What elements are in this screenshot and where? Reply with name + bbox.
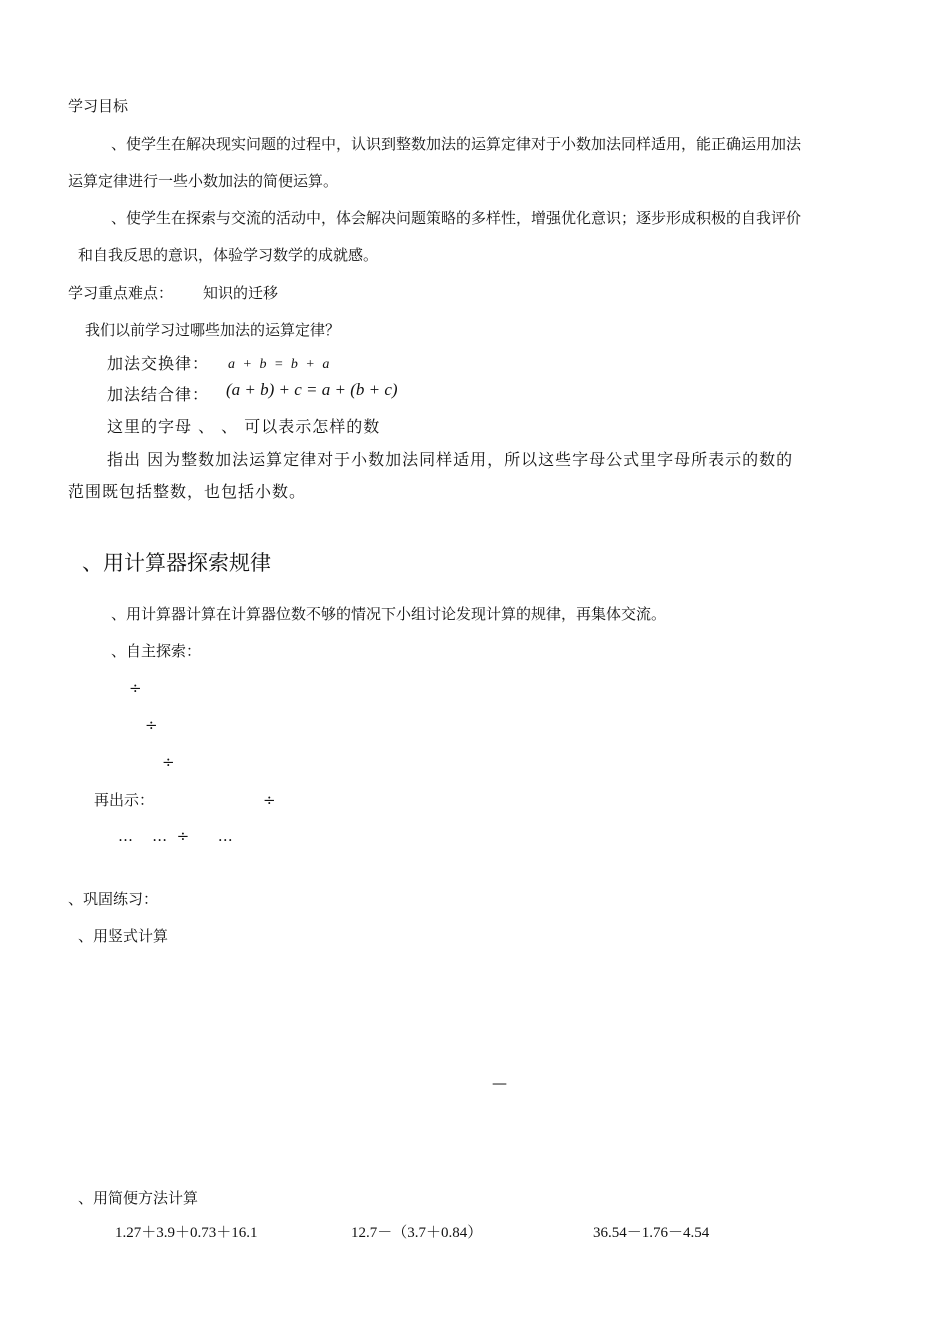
practice-heading: 、巩固练习： [68,890,159,908]
vertical-calc-heading: 、用竖式计算 [78,927,169,945]
associative-law-formula: (a + b) + c = a + (b + c) [226,380,398,399]
vertical-calc-dash: — [492,1074,507,1092]
division-expression-4: ÷ [263,791,276,809]
objective-1-line-1: 、使学生在解决现实问题的过程中，认识到整数加法的运算定律对于小数加法同样适用，能正确运用加法 [111,135,802,153]
simple-calc-heading: 、用简便方法计算 [78,1189,199,1207]
objectives-heading: 学习目标 [68,97,129,115]
commutative-law-formula: a + b = b + a [228,357,330,372]
division-expression-2: ÷ [145,716,158,734]
division-expression-3: ÷ [162,753,175,771]
point-out-line-1: 指出 因为整数加法运算定律对于小数加法同样适用，所以这些字母公式里字母所表示的数的 [107,450,794,469]
review-question: 我们以前学习过哪些加法的运算定律？ [85,321,341,339]
key-points-value: 知识的迁移 [203,284,279,302]
division-expression-1: ÷ [129,679,142,697]
section-calculator-title: 、用计算器探索规律 [82,551,271,575]
calculator-item-2: 、自主探索： [111,642,202,660]
commutative-law-label: 加法交换律： [107,354,210,373]
key-points-label: 学习重点难点： [68,284,174,302]
objective-2-line-2: 和自我反思的意识，体验学习数学的成就感。 [78,246,379,264]
problem-1: 1.27＋3.9＋0.73＋16.1 [115,1225,258,1241]
letters-question: 这里的字母 、 、 可以表示怎样的数 [107,417,381,436]
calculator-item-1: 、用计算器计算在计算器位数不够的情况下小组讨论发现计算的规律，再集体交流。 [111,605,667,623]
objective-1-line-2: 运算定律进行一些小数加法的简便运算。 [68,172,339,190]
again-label: 再出示： [94,791,155,809]
problem-2: 12.7－（3.7＋0.84） [351,1225,483,1241]
objective-2-line-1: 、使学生在探索与交流的活动中，体会解决问题策略的多样性，增强优化意识；逐步形成积极的自我评价 [111,209,802,227]
problem-3: 36.54－1.76－4.54 [593,1225,710,1241]
pattern-expression: … … ÷ … [118,827,233,845]
point-out-line-2: 范围既包括整数，也包括小数。 [68,482,307,501]
associative-law-label: 加法结合律： [107,385,210,404]
